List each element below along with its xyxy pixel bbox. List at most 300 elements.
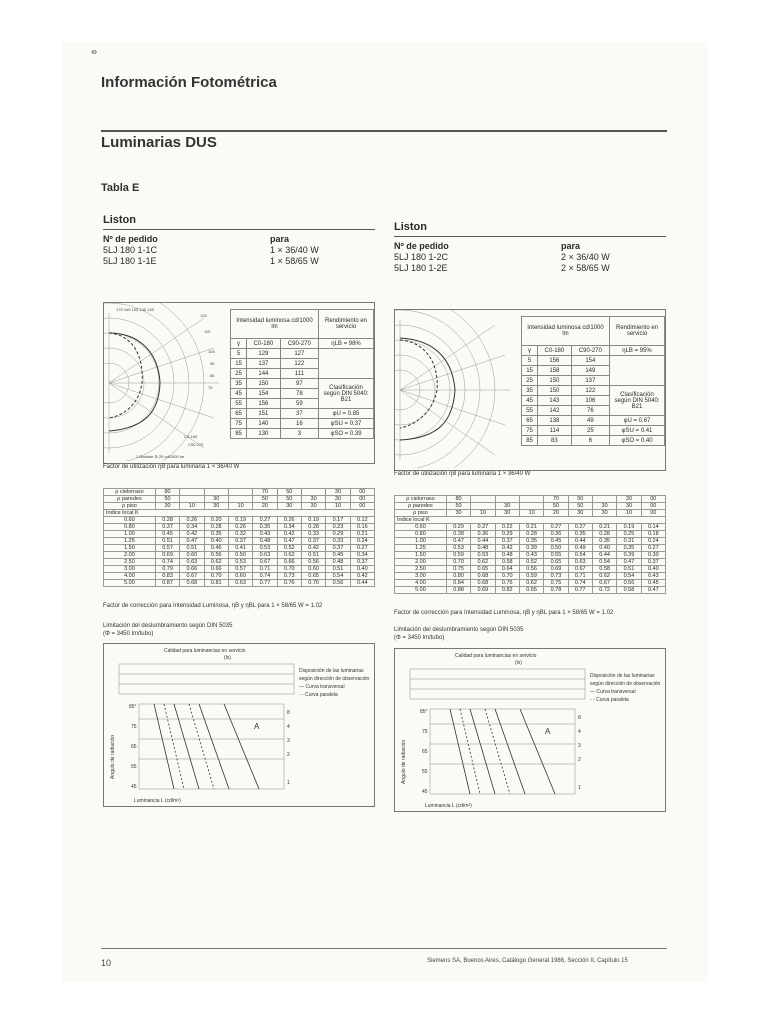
table-cell: 0.40 bbox=[641, 566, 665, 573]
table-header-cell: 50 bbox=[568, 496, 592, 503]
table-cell: 0.37 bbox=[495, 538, 519, 545]
table-cell: 0.70 bbox=[301, 580, 325, 587]
rend-value: Clasificación según DIN 5040: B21 bbox=[319, 379, 374, 409]
table-cell: 0.42 bbox=[495, 545, 519, 552]
table-cell: 0.27 bbox=[253, 517, 277, 524]
lx-label: (lx) bbox=[224, 655, 231, 661]
table-header-cell bbox=[495, 496, 519, 503]
y-axis-label: Angulo de radiación bbox=[401, 739, 407, 784]
table-cell: 0.19 bbox=[617, 524, 641, 531]
table-cell: 0.35 bbox=[592, 538, 616, 545]
table-cell: 0.66 bbox=[204, 566, 228, 573]
table-header-cell bbox=[180, 496, 204, 503]
table-cell: 0.52 bbox=[519, 559, 543, 566]
table-cell: 0.40 bbox=[204, 538, 228, 545]
svg-text:A: A bbox=[545, 727, 551, 736]
table-header-cell: 50 bbox=[253, 496, 277, 503]
svg-text:1: 1 bbox=[287, 780, 290, 786]
table-cell: 3.00 bbox=[104, 566, 156, 573]
table-header-cell: 10 bbox=[228, 503, 252, 510]
table-cell: 0.34 bbox=[180, 524, 204, 531]
svg-text:45: 45 bbox=[422, 789, 428, 795]
svg-text:1: 1 bbox=[578, 785, 581, 791]
table-header-cell: 10 bbox=[180, 503, 204, 510]
table-cell: 0.45 bbox=[544, 538, 568, 545]
table-cell: 0.54 bbox=[568, 552, 592, 559]
rend-value: φSO = 0.40 bbox=[610, 436, 665, 446]
table-cell: 0.56 bbox=[301, 559, 325, 566]
table-cell: 0.27 bbox=[641, 545, 665, 552]
table-cell: 0.41 bbox=[228, 545, 252, 552]
table-row bbox=[395, 545, 666, 552]
table-cell: 0.74 bbox=[568, 580, 592, 587]
table-cell: 0.65 bbox=[519, 587, 543, 594]
table-cell: 0.63 bbox=[180, 559, 204, 566]
table-cell: 1.25 bbox=[104, 538, 156, 545]
table-header-cell: 10 bbox=[617, 510, 641, 517]
table-cell: 0.51 bbox=[180, 545, 204, 552]
table-header-cell: 30 bbox=[326, 489, 350, 496]
table-header: γ bbox=[522, 346, 538, 356]
table-cell: 0.70 bbox=[204, 573, 228, 580]
table-cell: 0.57 bbox=[228, 566, 252, 573]
table-cell: 0.59 bbox=[519, 573, 543, 580]
table-cell: 0.71 bbox=[253, 566, 277, 573]
table-cell: 0.63 bbox=[568, 559, 592, 566]
table-cell: 0.60 bbox=[180, 552, 204, 559]
table-cell: 0.43 bbox=[641, 573, 665, 580]
table-cell: 0.69 bbox=[544, 566, 568, 573]
table-cell: 0.43 bbox=[519, 552, 543, 559]
table-cell: 4.00 bbox=[395, 580, 447, 587]
legend-parallel: - - Curva paralela bbox=[299, 692, 338, 698]
table-cell: 0.60 bbox=[301, 566, 325, 573]
table-cell: 0.37 bbox=[350, 559, 374, 566]
table-header-cell: ρ paredes bbox=[104, 496, 156, 503]
page-number: 10 bbox=[101, 958, 112, 968]
table-cell: 0.51 bbox=[326, 566, 350, 573]
table-cell: 0.46 bbox=[204, 545, 228, 552]
table-header-cell: 30 bbox=[568, 510, 592, 517]
table-cell: 0.29 bbox=[495, 531, 519, 538]
svg-text:3: 3 bbox=[578, 743, 581, 749]
table-cell: 0.23 bbox=[326, 524, 350, 531]
table-cell: 0.59 bbox=[446, 552, 470, 559]
footer-divider bbox=[101, 948, 667, 949]
table-cell: 0.48 bbox=[495, 552, 519, 559]
glare-chart-labels bbox=[129, 704, 290, 790]
table-row: 85 130 3 φSO = 0.39 bbox=[231, 429, 374, 439]
table-cell: 0.88 bbox=[446, 587, 470, 594]
order-label: Nº de pedido bbox=[103, 234, 158, 244]
table-row bbox=[395, 531, 666, 538]
table-cell: 0.21 bbox=[519, 524, 543, 531]
table-row bbox=[104, 524, 375, 531]
disposition-label: según dirección de observación bbox=[590, 681, 661, 687]
table-header-cell: 30 bbox=[204, 503, 228, 510]
table-cell: 0.40 bbox=[350, 566, 374, 573]
table-row bbox=[395, 538, 666, 545]
rend-value: φSU = 0.41 bbox=[610, 426, 665, 436]
table-header-cell: ρ paredes bbox=[395, 503, 447, 510]
table-cell: 0.49 bbox=[568, 545, 592, 552]
table-header-cell: 50 bbox=[544, 503, 568, 510]
glare-caption: Limitación del deslumbramiento según DIN 5035 bbox=[103, 623, 233, 629]
table-cell: 0.56 bbox=[204, 552, 228, 559]
table-cell: 0.53 bbox=[228, 559, 252, 566]
table-cell: 0.39 bbox=[519, 545, 543, 552]
lamp-spec: 1 × 58/65 W bbox=[270, 256, 319, 266]
svg-text:75: 75 bbox=[131, 724, 137, 730]
lx-label: (lx) bbox=[515, 660, 522, 666]
table-cell: 0.77 bbox=[568, 587, 592, 594]
table-cell: 0.62 bbox=[277, 552, 301, 559]
table-row: 25 144 111 bbox=[231, 369, 374, 379]
svg-text:2: 2 bbox=[287, 752, 290, 758]
table-cell: 0.74 bbox=[155, 559, 179, 566]
table-header-cell: 30 bbox=[495, 503, 519, 510]
table-header-cell: 30 bbox=[301, 503, 325, 510]
table-header-cell: 30 bbox=[617, 503, 641, 510]
table-cell: 0.36 bbox=[471, 531, 495, 538]
glare-chart-right bbox=[394, 648, 666, 812]
table-header: C90-270 bbox=[280, 339, 318, 349]
table-cell: 0.50 bbox=[544, 545, 568, 552]
table-row: 55 142 76 bbox=[522, 406, 665, 416]
svg-text:4: 4 bbox=[287, 724, 290, 730]
table-cell: 0.18 bbox=[641, 531, 665, 538]
glare-diagram bbox=[395, 649, 665, 811]
table-cell: 0.19 bbox=[228, 517, 252, 524]
table-cell: 2.00 bbox=[395, 559, 447, 566]
polar-diagram bbox=[104, 303, 230, 461]
table-row bbox=[395, 587, 666, 594]
utilization-table-right bbox=[394, 495, 666, 594]
y-axis-label: Angulo de radiación bbox=[110, 734, 116, 779]
table-row bbox=[104, 545, 375, 552]
table-cell: 0.63 bbox=[253, 552, 277, 559]
table-cell: 0.29 bbox=[446, 524, 470, 531]
polar-diagram bbox=[395, 310, 521, 468]
table-cell: 0.56 bbox=[326, 580, 350, 587]
table-cell: 5.00 bbox=[104, 580, 156, 587]
table-cell: 0.67 bbox=[592, 580, 616, 587]
left-product-header bbox=[103, 214, 375, 267]
table-cell: 0.43 bbox=[253, 531, 277, 538]
table-header-cell: 30 bbox=[204, 496, 228, 503]
polar-label: C0-180 bbox=[184, 434, 198, 439]
table-row: 75 140 16 φSU = 0.37 bbox=[231, 419, 374, 429]
table-cell: 0.21 bbox=[350, 531, 374, 538]
table-header-cell: 80 bbox=[446, 496, 470, 503]
table-cell: 0.67 bbox=[568, 566, 592, 573]
table-header-cell bbox=[228, 496, 252, 503]
table-cell: 0.52 bbox=[277, 545, 301, 552]
table-cell: 0.48 bbox=[326, 559, 350, 566]
table-cell: 1.00 bbox=[104, 531, 156, 538]
table-cell: 0.40 bbox=[592, 545, 616, 552]
table-row: 5 156 154 bbox=[522, 356, 665, 366]
table-cell: 0.44 bbox=[592, 552, 616, 559]
table-row bbox=[395, 573, 666, 580]
table-cell: 0.81 bbox=[204, 580, 228, 587]
table-cell: 0.74 bbox=[253, 573, 277, 580]
table-header-cell: 30 bbox=[592, 503, 616, 510]
table-cell: 0.82 bbox=[495, 587, 519, 594]
glare-chart-labels bbox=[420, 709, 581, 795]
svg-text:8: 8 bbox=[287, 710, 290, 716]
svg-text:75: 75 bbox=[422, 729, 428, 735]
table-cell: 0.54 bbox=[326, 573, 350, 580]
table-row bbox=[104, 531, 375, 538]
utilization-table-left bbox=[103, 488, 375, 587]
table-cell: 0.60 bbox=[104, 517, 156, 524]
legend-parallel: - - Curva paralela bbox=[590, 697, 629, 703]
rend-value: φU = 0.67 bbox=[610, 416, 665, 426]
table-cell: 0.24 bbox=[350, 538, 374, 545]
legend-transversal: — Curva transversal bbox=[590, 689, 636, 695]
table-cell: 0.44 bbox=[471, 538, 495, 545]
rend-value: φSU = 0.37 bbox=[319, 419, 374, 429]
table-cell: 0.48 bbox=[253, 538, 277, 545]
order-code: 5LJ 180 1-1E bbox=[103, 256, 157, 266]
table-header-cell: 10 bbox=[471, 510, 495, 517]
table-row: 85 83 6 φSO = 0.40 bbox=[522, 436, 665, 446]
table-header-cell: 30 bbox=[617, 496, 641, 503]
table-header-cell: 50 bbox=[155, 496, 179, 503]
svg-text:65: 65 bbox=[131, 744, 137, 750]
table-cell: 0.45 bbox=[155, 531, 179, 538]
table-cell: 0.28 bbox=[301, 524, 325, 531]
table-row: 15 137 122 bbox=[231, 359, 374, 369]
lamp-spec: 2 × 36/40 W bbox=[561, 252, 610, 262]
rend-value: φSO = 0.39 bbox=[319, 429, 374, 439]
rend-header: Rendimiento en servicio bbox=[319, 310, 374, 339]
table-header: C0-180 bbox=[247, 339, 281, 349]
table-cell: 0.37 bbox=[301, 538, 325, 545]
table-cell: 0.80 bbox=[446, 573, 470, 580]
table-cell: 0.69 bbox=[155, 552, 179, 559]
table-row bbox=[104, 552, 375, 559]
table-header-row bbox=[104, 503, 375, 510]
table-cell: 0.51 bbox=[155, 538, 179, 545]
table-cell: 0.63 bbox=[228, 580, 252, 587]
table-cell: 0.28 bbox=[592, 531, 616, 538]
table-cell: 0.54 bbox=[592, 559, 616, 566]
table-row: 65 138 49 φU = 0.67 bbox=[522, 416, 665, 426]
table-cell: 5.00 bbox=[395, 587, 447, 594]
glare-caption: (Φ = 3450 lm/tubo) bbox=[394, 635, 445, 641]
polar-label: 95 bbox=[210, 361, 215, 366]
rend-value: Clasificación según DIN 5040: B21 bbox=[610, 386, 665, 416]
intensity-header: Intensidad luminosa cd/1000 lm bbox=[522, 317, 610, 346]
footer-text: Siemens SA, Buenos Aires, Catálogo General 1986, Sección II, Capítulo 15 bbox=[427, 958, 628, 964]
table-cell: 0.20 bbox=[204, 517, 228, 524]
svg-text:85°: 85° bbox=[129, 704, 137, 710]
table-cell: 0.51 bbox=[301, 552, 325, 559]
table-cell: 0.60 bbox=[228, 573, 252, 580]
table-row: 75 114 25 φSU = 0.41 bbox=[522, 426, 665, 436]
table-cell: 0.76 bbox=[277, 580, 301, 587]
polar-label: 175 165 155 145 135 bbox=[116, 307, 154, 312]
glare-chart-left bbox=[103, 643, 375, 807]
table-cell: 0.35 bbox=[617, 545, 641, 552]
table-row bbox=[395, 580, 666, 587]
table-cell: 0.17 bbox=[326, 517, 350, 524]
product-name: Liston bbox=[103, 214, 136, 226]
table-cell: 1.50 bbox=[395, 552, 447, 559]
polar-label: 125 bbox=[200, 313, 207, 318]
table-cell: 0.75 bbox=[446, 566, 470, 573]
table-cell: 0.70 bbox=[495, 573, 519, 580]
correction-caption: Factor de corrección para Intensidad Luminosa, ηB y ηBL para 1 × 58/65 W = 1.02 bbox=[103, 603, 323, 609]
polar-label: C90-270 bbox=[188, 442, 204, 447]
intensity-table bbox=[521, 316, 665, 446]
order-code: 5LJ 180 1-1C bbox=[103, 245, 158, 255]
table-cell: 0.73 bbox=[277, 573, 301, 580]
table-cell: 0.56 bbox=[519, 566, 543, 573]
svg-text:55: 55 bbox=[131, 764, 137, 770]
table-cell: 4.00 bbox=[104, 573, 156, 580]
table-cell: 0.76 bbox=[495, 580, 519, 587]
table-row bbox=[104, 559, 375, 566]
table-cell: 2.50 bbox=[104, 559, 156, 566]
table-cell: 0.26 bbox=[277, 517, 301, 524]
table-cell: 0.44 bbox=[350, 580, 374, 587]
polar-label: 85 bbox=[210, 373, 215, 378]
table-header-cell: 00 bbox=[350, 496, 374, 503]
table-cell: 0.28 bbox=[155, 517, 179, 524]
table-cell: 0.31 bbox=[617, 538, 641, 545]
table-header-cell: 00 bbox=[641, 496, 665, 503]
quality-label: Calidad para luminancias en servicio bbox=[164, 648, 246, 654]
rend-value: φU = 0.85 bbox=[319, 409, 374, 419]
table-cell: 0.51 bbox=[617, 566, 641, 573]
table-header-cell: 20 bbox=[544, 510, 568, 517]
table-cell: 0.58 bbox=[592, 566, 616, 573]
table-header-row bbox=[104, 496, 375, 503]
svg-text:45: 45 bbox=[131, 784, 137, 790]
table-row: 35 150 122 Clasificación según DIN 5040: B21 bbox=[522, 386, 665, 396]
table-cell: 2.00 bbox=[104, 552, 156, 559]
siemens-logo-icon: ⦵ bbox=[90, 46, 99, 57]
table-cell: 0.35 bbox=[519, 538, 543, 545]
table-cell: 0.28 bbox=[519, 531, 543, 538]
table-cell: 1.00 bbox=[395, 538, 447, 545]
table-cell: 0.75 bbox=[544, 580, 568, 587]
table-header-cell bbox=[592, 496, 616, 503]
table-header-cell: 10 bbox=[519, 510, 543, 517]
svg-text:65: 65 bbox=[422, 749, 428, 755]
index-label: Indice local K bbox=[104, 510, 375, 517]
svg-text:3: 3 bbox=[287, 738, 290, 744]
table-header-cell: 30 bbox=[326, 496, 350, 503]
table-cell: 0.83 bbox=[155, 573, 179, 580]
table-header-row bbox=[104, 489, 375, 496]
photometric-panel-right bbox=[394, 309, 666, 471]
table-header-cell: 50 bbox=[568, 503, 592, 510]
glare-caption: Limitación del deslumbramiento según DIN 5035 bbox=[394, 627, 524, 633]
table-cell: 0.58 bbox=[617, 587, 641, 594]
table-cell: 0.66 bbox=[180, 566, 204, 573]
table-cell: 0.28 bbox=[204, 524, 228, 531]
table-cell: 0.45 bbox=[326, 552, 350, 559]
table-cell: 0.87 bbox=[155, 580, 179, 587]
table-cell: 0.42 bbox=[350, 573, 374, 580]
table-cell: 0.66 bbox=[277, 559, 301, 566]
polar-label: 105 bbox=[208, 349, 215, 354]
table-header-cell: ρ cielorraso bbox=[104, 489, 156, 496]
section-title: Luminarias DUS bbox=[101, 134, 217, 151]
table-row: 5 129 127 bbox=[231, 349, 374, 359]
table-cell: 0.62 bbox=[519, 580, 543, 587]
table-header: γ bbox=[231, 339, 247, 349]
table-cell: 0.62 bbox=[471, 559, 495, 566]
table-row bbox=[104, 538, 375, 545]
table-cell: 0.25 bbox=[617, 531, 641, 538]
x-axis-label: Luminancia L (cd/m²) bbox=[134, 798, 181, 804]
table-cell: 1.50 bbox=[104, 545, 156, 552]
table-header-cell bbox=[519, 496, 543, 503]
table-cell: 0.35 bbox=[253, 524, 277, 531]
table-header-cell: 30 bbox=[446, 510, 470, 517]
table-row bbox=[395, 559, 666, 566]
table-cell: 0.26 bbox=[228, 524, 252, 531]
legend-transversal: — Curva transversal bbox=[299, 684, 345, 690]
table-header-cell: 70 bbox=[544, 496, 568, 503]
table-cell: 0.34 bbox=[350, 552, 374, 559]
polar-label: 75 bbox=[208, 385, 213, 390]
table-row: 25 150 137 bbox=[522, 376, 665, 386]
lamp-spec: 1 × 36/40 W bbox=[270, 245, 319, 255]
table-cell: 0.14 bbox=[641, 524, 665, 531]
table-cell: 0.19 bbox=[301, 517, 325, 524]
for-label: para bbox=[561, 241, 581, 251]
table-cell: 0.53 bbox=[471, 552, 495, 559]
table-cell: 0.37 bbox=[228, 538, 252, 545]
table-header-cell: 00 bbox=[641, 510, 665, 517]
table-row: 15 158 149 bbox=[522, 366, 665, 376]
page-title: Información Fotométrica bbox=[101, 74, 277, 91]
table-header-cell: 00 bbox=[641, 503, 665, 510]
table-cell: 0.38 bbox=[446, 531, 470, 538]
table-cell: 0.27 bbox=[544, 524, 568, 531]
table-header-cell bbox=[519, 503, 543, 510]
table-row: 65 151 37 φU = 0.85 bbox=[231, 409, 374, 419]
table-header-cell: 20 bbox=[253, 503, 277, 510]
table-header: C90-270 bbox=[571, 346, 609, 356]
table-cell: 0.77 bbox=[253, 580, 277, 587]
table-cell: 0.47 bbox=[617, 559, 641, 566]
table-header-cell: 00 bbox=[350, 489, 374, 496]
table-cell: 0.42 bbox=[180, 531, 204, 538]
lamp-spec: 2 × 58/65 W bbox=[561, 263, 610, 273]
table-cell: 0.42 bbox=[277, 531, 301, 538]
rend-value: ηLB = 98% bbox=[319, 339, 374, 349]
table-cell: 0.68 bbox=[471, 573, 495, 580]
table-header-cell: 30 bbox=[277, 503, 301, 510]
table-cell: 0.70 bbox=[446, 559, 470, 566]
order-code: 5LJ 180 1-2E bbox=[394, 263, 448, 273]
table-header-cell: 50 bbox=[277, 496, 301, 503]
table-cell: 0.62 bbox=[592, 573, 616, 580]
table-cell: 0.33 bbox=[326, 538, 350, 545]
order-code: 5LJ 180 1-2C bbox=[394, 252, 449, 262]
table-cell: 0.47 bbox=[641, 587, 665, 594]
table-cell: 0.22 bbox=[495, 524, 519, 531]
table-cell: 0.47 bbox=[277, 538, 301, 545]
rend-value: ηLB = 95% bbox=[610, 346, 665, 356]
